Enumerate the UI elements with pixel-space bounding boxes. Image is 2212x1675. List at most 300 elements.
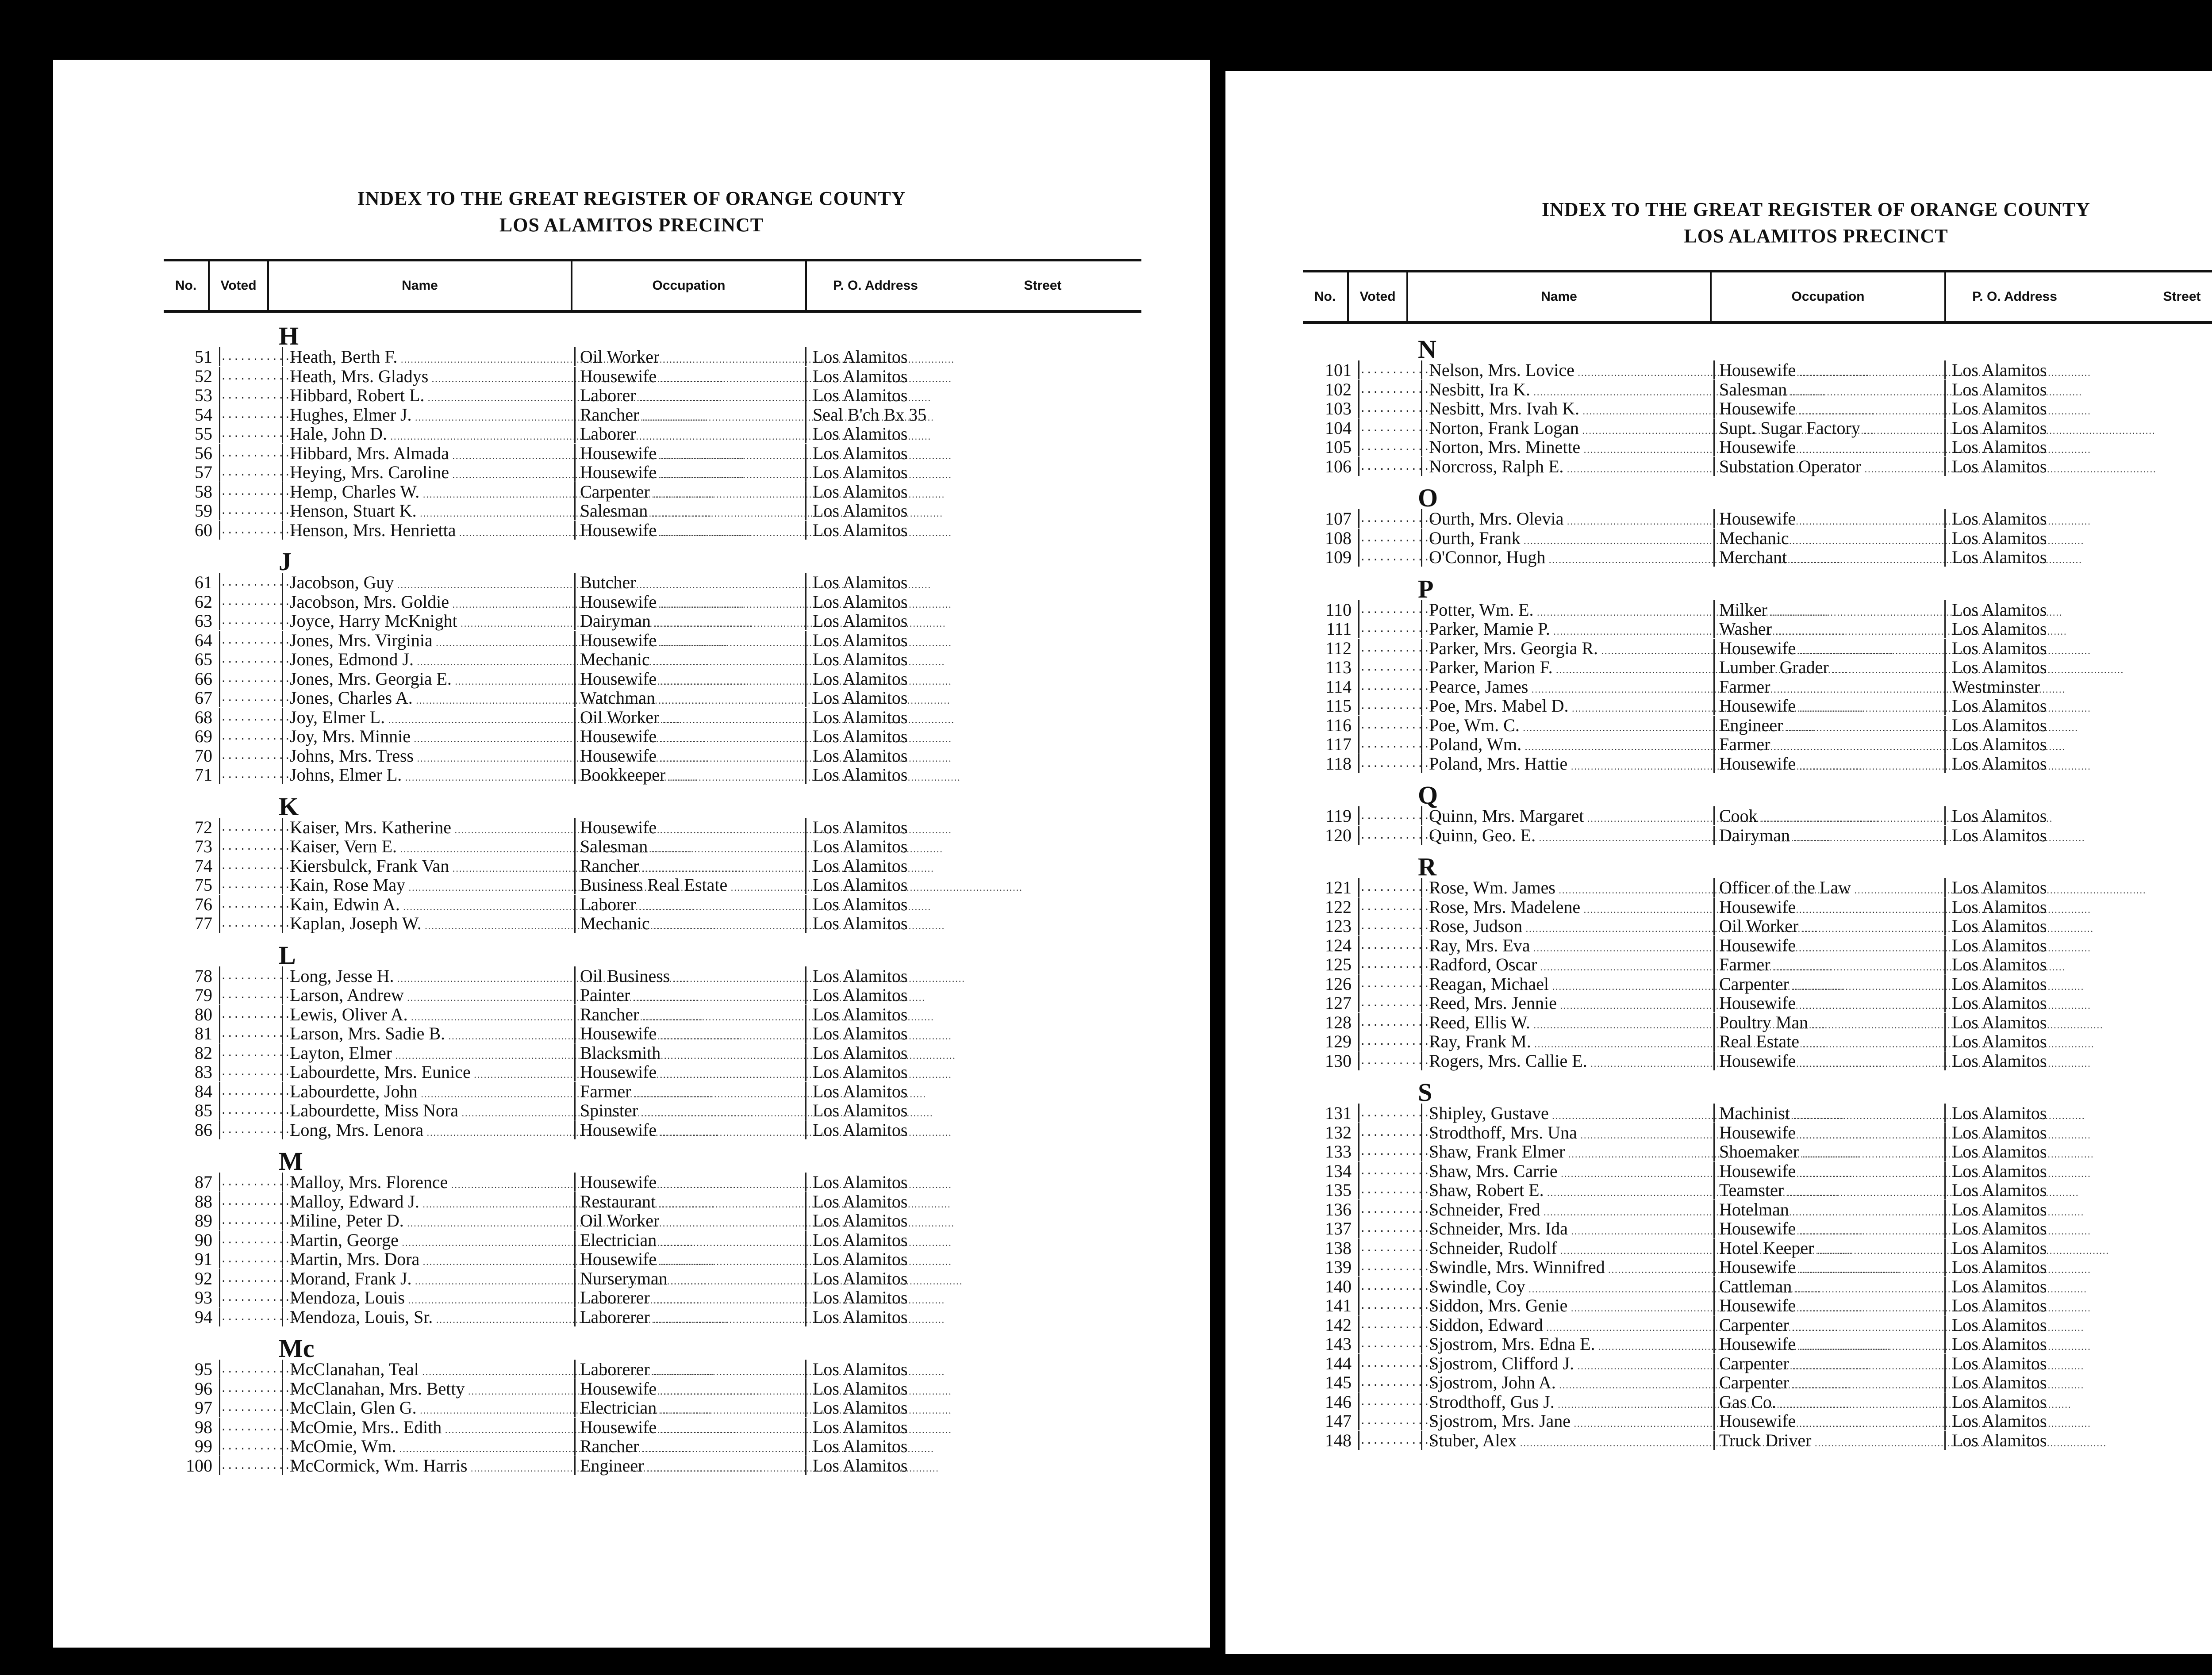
- register-row: [164, 1211, 1137, 1230]
- register-row: [164, 650, 1137, 669]
- entry-number: 79: [195, 985, 212, 1005]
- voter-occupation-text: Nurseryman: [580, 1268, 668, 1288]
- po-address: Los Alamitos: [805, 650, 907, 669]
- po-address: Los Alamitos: [1944, 360, 2047, 379]
- voter-occupation-text: Farmer: [1719, 734, 1770, 754]
- voted-blank: ............: [219, 727, 283, 746]
- entry-number: 93: [195, 1288, 212, 1307]
- po-address: Los Alamitos: [1944, 1219, 2047, 1238]
- po-address: Los Alamitos: [1944, 509, 2047, 528]
- register-row: [1303, 1431, 2212, 1450]
- entry-number: 113: [1325, 657, 1352, 677]
- voter-occupation-text: Housewife: [1719, 993, 1796, 1013]
- entry-number: 56: [195, 443, 212, 463]
- voter-occupation-text: Salesman: [1719, 379, 1787, 399]
- register-row: [164, 669, 1137, 688]
- header-address: P. O. Address: [1972, 289, 2057, 304]
- po-address: Los Alamitos: [805, 1024, 907, 1043]
- voter-occupation: [574, 966, 808, 985]
- po-address: Los Alamitos: [805, 573, 907, 592]
- po-address: Los Alamitos: [805, 669, 907, 688]
- voter-occupation: [574, 856, 808, 875]
- voter-name-text: Ourth, Frank: [1429, 528, 1521, 548]
- voter-occupation: [574, 1211, 808, 1230]
- voter-name-text: Poland, Wm.: [1429, 734, 1522, 754]
- voter-name-text: Swindle, Mrs. Winnifred: [1429, 1257, 1605, 1277]
- voted-blank: ............: [1358, 1219, 1422, 1238]
- voter-occupation-text: Farmer: [580, 1081, 631, 1101]
- voter-occupation: [574, 1250, 808, 1269]
- voter-occupation-text: Housewife: [580, 817, 657, 837]
- entry-number: 62: [195, 591, 212, 612]
- register-row: [1303, 754, 2212, 773]
- po-address: Los Alamitos: [1944, 1392, 2047, 1411]
- entry-number: 144: [1325, 1353, 1352, 1373]
- voter-name-text: Parker, Mrs. Georgia R.: [1429, 638, 1598, 658]
- voter-occupation: [1713, 1013, 1947, 1032]
- register-row: [1303, 735, 2212, 754]
- voted-blank: ............: [219, 818, 283, 837]
- voter-occupation: [1713, 1104, 1947, 1123]
- entry-number: 94: [195, 1307, 212, 1327]
- voter-name-text: Martin, Mrs. Dora: [290, 1249, 420, 1269]
- register-row: [164, 482, 1137, 501]
- voter-name: [1429, 754, 1712, 776]
- register-row: [164, 424, 1137, 443]
- voter-occupation: [574, 573, 808, 592]
- register-row: [1303, 878, 2212, 897]
- voter-occupation-text: Housewife: [580, 520, 657, 540]
- voter-name-text: McClain, Glen G.: [290, 1398, 417, 1418]
- voter-occupation-text: Housewife: [1719, 638, 1796, 658]
- voted-blank: ............: [219, 1211, 283, 1230]
- voter-occupation-text: Carpenter: [1719, 1372, 1789, 1392]
- voter-name: [290, 765, 573, 787]
- entry-number: 58: [195, 481, 212, 502]
- voter-name-text: Strodthoff, Mrs. Una: [1429, 1122, 1577, 1142]
- voter-name-text: McClanahan, Teal: [290, 1359, 419, 1379]
- entry-number: 107: [1325, 509, 1352, 529]
- register-row: [1303, 806, 2212, 825]
- voter-occupation: [1713, 1161, 1947, 1181]
- entry-number: 119: [1325, 806, 1352, 826]
- voter-occupation: [1713, 806, 1947, 825]
- register-row: [164, 1456, 1137, 1475]
- voter-occupation: [1713, 360, 1947, 379]
- voted-blank: ............: [219, 631, 283, 650]
- voter-occupation-text: Poultry Man: [1719, 1012, 1809, 1032]
- voter-occupation: [574, 727, 808, 746]
- voter-occupation: [574, 347, 808, 366]
- voter-name-text: Labourdette, Miss Nora: [290, 1100, 459, 1120]
- voter-name-text: Shaw, Mrs. Carrie: [1429, 1161, 1558, 1181]
- po-address: Los Alamitos: [1944, 993, 2047, 1012]
- po-address: Los Alamitos: [1944, 716, 2047, 735]
- voter-occupation: [574, 669, 808, 688]
- voter-name-text: Poe, Wm. C.: [1429, 715, 1520, 735]
- entry-number: 61: [195, 572, 212, 592]
- voted-blank: ............: [1358, 1277, 1422, 1296]
- voter-name-text: Hale, John D.: [290, 424, 387, 444]
- voter-name-text: Joyce, Harry McKnight: [290, 611, 457, 631]
- po-address: Seal B'ch Bx 35: [805, 405, 926, 424]
- voter-name-text: Larson, Andrew: [290, 985, 404, 1005]
- voted-blank: ............: [219, 708, 283, 727]
- voter-occupation-text: Housewife: [1719, 1161, 1796, 1181]
- po-address: Los Alamitos: [1944, 1315, 2047, 1334]
- voted-blank: ............: [219, 1062, 283, 1081]
- voter-occupation-text: Rancher: [580, 855, 639, 876]
- voter-name: [290, 521, 573, 542]
- voter-occupation-text: Bookkeeper: [580, 765, 666, 785]
- register-row: [1303, 548, 2212, 567]
- voter-occupation: [574, 1062, 808, 1081]
- po-address: Los Alamitos: [1944, 529, 2047, 548]
- voted-blank: ............: [1358, 936, 1422, 955]
- entry-number: 81: [195, 1023, 212, 1043]
- voter-occupation-text: Machinist: [1719, 1103, 1790, 1123]
- voter-name-text: Sjostrom, John A.: [1429, 1372, 1556, 1392]
- po-address: Los Alamitos: [1944, 1373, 2047, 1392]
- voter-name-text: Hemp, Charles W.: [290, 481, 420, 502]
- voter-name-text: Heath, Mrs. Gladys: [290, 366, 429, 386]
- voted-blank: ............: [1358, 1392, 1422, 1411]
- voter-occupation: [1713, 696, 1947, 715]
- voter-occupation: [1713, 639, 1947, 658]
- voter-occupation: [574, 688, 808, 707]
- voted-blank: ............: [1358, 696, 1422, 715]
- voter-name-text: Pearce, James: [1429, 676, 1528, 697]
- register-row: [164, 631, 1137, 650]
- entry-number: 97: [195, 1398, 212, 1418]
- entry-number: 57: [195, 462, 212, 482]
- voter-name-text: Joy, Elmer L.: [290, 707, 385, 727]
- voted-blank: ............: [219, 1230, 283, 1250]
- register-row: [164, 573, 1137, 592]
- voter-occupation: [574, 1043, 808, 1062]
- voted-blank: ............: [219, 1005, 283, 1024]
- voter-occupation-text: Teamster: [1719, 1180, 1784, 1200]
- voted-blank: ............: [219, 765, 283, 784]
- voter-name-text: Reagan, Michael: [1429, 974, 1549, 994]
- register-row: [164, 875, 1137, 894]
- voter-occupation: [574, 501, 808, 520]
- voted-blank: ............: [219, 367, 283, 386]
- header-occupation: Occupation: [1791, 289, 1865, 304]
- po-address: Los Alamitos: [1944, 418, 2047, 437]
- po-address: Los Alamitos: [805, 688, 907, 707]
- voted-blank: ............: [1358, 974, 1422, 993]
- voter-occupation-text: Watchman: [580, 688, 656, 708]
- voter-occupation: [574, 1437, 808, 1456]
- voter-occupation-text: Merchant: [1719, 547, 1787, 567]
- voter-occupation-text: Housewife: [1719, 1219, 1796, 1238]
- voter-occupation-text: Housewife: [580, 366, 657, 386]
- voter-occupation-text: Housewife: [580, 1417, 657, 1437]
- voted-blank: ............: [1358, 1013, 1422, 1032]
- voter-occupation: [574, 521, 808, 540]
- entry-number: 76: [195, 894, 212, 914]
- po-address: Los Alamitos: [1944, 974, 2047, 993]
- entry-number: 92: [195, 1268, 212, 1288]
- register-row: [164, 592, 1137, 611]
- entry-number: 112: [1325, 638, 1352, 658]
- voted-blank: ............: [1358, 1315, 1422, 1334]
- entry-number: 129: [1325, 1031, 1352, 1051]
- voted-blank: ............: [219, 386, 283, 405]
- voter-name-text: Swindle, Coy: [1429, 1276, 1525, 1296]
- voted-blank: ............: [1358, 1181, 1422, 1200]
- voter-occupation: [1713, 1181, 1947, 1200]
- entry-number: 80: [195, 1004, 212, 1024]
- voter-occupation: [1713, 509, 1947, 528]
- po-address: Los Alamitos: [805, 1288, 907, 1307]
- voter-occupation: [1713, 1032, 1947, 1051]
- voted-blank: ............: [1358, 1051, 1422, 1070]
- voter-occupation: [1713, 399, 1947, 418]
- voted-blank: ............: [1358, 1296, 1422, 1315]
- po-address: Los Alamitos: [805, 1082, 907, 1101]
- voter-name-text: Mendoza, Louis, Sr.: [290, 1307, 433, 1327]
- register-row: [1303, 1392, 2212, 1411]
- section-letter: J: [279, 547, 292, 576]
- voter-occupation-text: Housewife: [580, 726, 657, 746]
- voter-name-text: Hibbard, Robert L.: [290, 385, 425, 405]
- register-row: [1303, 437, 2212, 456]
- entry-number: 136: [1325, 1199, 1352, 1219]
- entry-number: 89: [195, 1211, 212, 1230]
- entry-number: 110: [1325, 599, 1352, 620]
- po-address: Los Alamitos: [805, 856, 907, 875]
- po-address: Los Alamitos: [1944, 399, 2047, 418]
- section-letter: R: [1418, 852, 1436, 881]
- voter-name-text: Mendoza, Louis: [290, 1288, 405, 1307]
- voted-blank: ............: [219, 650, 283, 669]
- po-address: Los Alamitos: [1944, 1238, 2047, 1257]
- voted-blank: ............: [1358, 1431, 1422, 1450]
- entry-number: 73: [195, 836, 212, 856]
- register-row: [164, 966, 1137, 985]
- po-address: Los Alamitos: [1944, 1296, 2047, 1315]
- voter-name-text: Shaw, Frank Elmer: [1429, 1142, 1565, 1161]
- voter-occupation-text: Dairyman: [1719, 825, 1790, 845]
- voter-occupation-text: Supt. Sugar Factory: [1719, 418, 1860, 438]
- voter-occupation-text: Oil Worker: [580, 1211, 660, 1230]
- entry-number: 55: [195, 424, 212, 444]
- voter-name: [290, 1307, 573, 1329]
- section-letter: Q: [1418, 781, 1438, 809]
- right-page: [1225, 71, 2212, 1654]
- voter-name-text: Shipley, Gustave: [1429, 1103, 1549, 1123]
- voter-occupation-text: Housewife: [580, 668, 657, 689]
- voted-blank: ............: [219, 405, 283, 424]
- entry-number: 59: [195, 501, 212, 521]
- header-address: P. O. Address: [833, 278, 918, 293]
- po-address: Los Alamitos: [1944, 639, 2047, 658]
- voter-occupation-text: Oil Worker: [580, 707, 660, 727]
- entry-number: 82: [195, 1043, 212, 1063]
- voter-occupation: [1713, 548, 1947, 567]
- voter-name: [1429, 1051, 1712, 1073]
- register-row: [164, 914, 1137, 933]
- entry-number: 72: [195, 817, 212, 837]
- voter-occupation: [1713, 1392, 1947, 1411]
- voted-blank: ............: [219, 1269, 283, 1288]
- register-row: [1303, 1354, 2212, 1373]
- register-row: [164, 1192, 1137, 1211]
- po-address: Los Alamitos: [805, 444, 907, 463]
- register-row: [164, 463, 1137, 482]
- voter-occupation-text: Farmer: [1719, 954, 1770, 974]
- voter-name: [290, 914, 573, 935]
- voter-occupation: [574, 482, 808, 501]
- voter-occupation: [574, 875, 808, 894]
- header-name: Name: [1541, 289, 1577, 304]
- voted-blank: ............: [1358, 380, 1422, 399]
- voter-occupation: [574, 405, 808, 424]
- voter-name-text: Strodthoff, Gus J.: [1429, 1391, 1555, 1412]
- voted-blank: ............: [1358, 735, 1422, 754]
- entry-number: 101: [1325, 360, 1352, 380]
- voter-occupation-text: Lumber Grader: [1719, 657, 1829, 677]
- voted-blank: ............: [219, 1379, 283, 1398]
- entry-number: 108: [1325, 528, 1352, 548]
- voted-blank: ............: [1358, 437, 1422, 456]
- po-address: Los Alamitos: [805, 837, 907, 856]
- po-address: Los Alamitos: [805, 1005, 907, 1024]
- entry-number: 103: [1325, 399, 1352, 418]
- section-letter: L: [279, 940, 296, 970]
- entry-number: 99: [195, 1436, 212, 1456]
- voter-name-text: Reed, Mrs. Jennie: [1429, 993, 1557, 1013]
- register-row: [1303, 897, 2212, 916]
- entry-number: 134: [1325, 1161, 1352, 1181]
- table-header: [1303, 270, 2212, 324]
- entry-number: 69: [195, 726, 212, 746]
- po-address: Los Alamitos: [1944, 806, 2047, 825]
- po-address: Los Alamitos: [1944, 1354, 2047, 1373]
- voter-name: [1429, 1431, 1712, 1453]
- voter-occupation-text: Restaurant: [580, 1191, 656, 1211]
- po-address: Los Alamitos: [1944, 955, 2047, 974]
- voted-blank: ............: [219, 669, 283, 688]
- voter-name-text: Nelson, Mrs. Lovice: [1429, 360, 1575, 380]
- po-address: Los Alamitos: [1944, 437, 2047, 456]
- register-row: [1303, 1142, 2212, 1161]
- voter-name-text: O'Connor, Hugh: [1429, 547, 1546, 567]
- voter-occupation-text: Rancher: [580, 1436, 639, 1456]
- po-address: Los Alamitos: [805, 631, 907, 650]
- po-address: Los Alamitos: [805, 746, 907, 765]
- register-row: [164, 985, 1137, 1004]
- po-address: Los Alamitos: [1944, 1013, 2047, 1032]
- register-row: [1303, 716, 2212, 735]
- entry-number: 133: [1325, 1142, 1352, 1161]
- voted-blank: ............: [219, 1398, 283, 1417]
- po-address: Los Alamitos: [1944, 1051, 2047, 1070]
- voter-occupation: [1713, 955, 1947, 974]
- voter-name-text: Radford, Oscar: [1429, 954, 1537, 974]
- voter-occupation: [574, 1456, 808, 1475]
- po-address: Los Alamitos: [805, 914, 907, 933]
- entry-number: 122: [1325, 897, 1352, 917]
- entry-number: 127: [1325, 993, 1352, 1013]
- voter-occupation-text: Housewife: [1719, 1050, 1796, 1071]
- entry-number: 138: [1325, 1238, 1352, 1258]
- voter-occupation-text: Blacksmith: [580, 1043, 661, 1063]
- po-address: Los Alamitos: [805, 386, 907, 405]
- voted-blank: ............: [1358, 1373, 1422, 1392]
- voter-occupation-text: Oil Worker: [580, 347, 660, 367]
- entry-number: 96: [195, 1378, 212, 1399]
- voted-blank: ............: [1358, 418, 1422, 437]
- po-address: Los Alamitos: [805, 1173, 907, 1192]
- voter-occupation: [1713, 677, 1947, 696]
- voter-name-text: Labourdette, Mrs. Eunice: [290, 1062, 471, 1082]
- po-address: Los Alamitos: [1944, 735, 2047, 754]
- voted-blank: ............: [1358, 955, 1422, 974]
- voter-name-text: Lewis, Oliver A.: [290, 1004, 408, 1024]
- po-address: Los Alamitos: [805, 1418, 907, 1437]
- voter-name-text: Stuber, Alex: [1429, 1430, 1517, 1450]
- po-address: Los Alamitos: [1944, 658, 2047, 677]
- po-address: Los Alamitos: [805, 1211, 907, 1230]
- voter-name-text: Sjostrom, Mrs. Edna E.: [1429, 1334, 1595, 1354]
- voted-blank: ............: [1358, 916, 1422, 935]
- voter-name-text: Henson, Mrs. Henrietta: [290, 520, 456, 540]
- voted-blank: ............: [219, 837, 283, 856]
- entry-number: 85: [195, 1100, 212, 1120]
- voter-name: [290, 1120, 573, 1142]
- po-address: Los Alamitos: [1944, 754, 2047, 773]
- voter-occupation: [1713, 735, 1947, 754]
- po-address: Los Alamitos: [805, 1398, 907, 1417]
- voter-occupation: [574, 367, 808, 386]
- voted-blank: ............: [219, 985, 283, 1004]
- entry-number: 146: [1325, 1391, 1352, 1412]
- register-row: [1303, 955, 2212, 974]
- voter-occupation: [1713, 1296, 1947, 1315]
- register-row: [164, 1082, 1137, 1101]
- register-row: [164, 1269, 1137, 1288]
- register-row: [164, 708, 1137, 727]
- entry-number: 66: [195, 668, 212, 689]
- voter-occupation: [574, 444, 808, 463]
- entry-number: 83: [195, 1062, 212, 1082]
- section-letter: K: [279, 792, 299, 821]
- voted-blank: ............: [219, 914, 283, 933]
- voter-occupation-text: Laborer: [580, 894, 636, 914]
- voter-occupation: [574, 765, 808, 784]
- register-row: [1303, 696, 2212, 715]
- po-address: Los Alamitos: [805, 1269, 907, 1288]
- voter-name-text: Malloy, Mrs. Florence: [290, 1172, 448, 1192]
- voter-name-text: McCormick, Wm. Harris: [290, 1455, 468, 1476]
- voter-occupation-text: Rancher: [580, 1004, 639, 1024]
- entry-number: 100: [186, 1455, 212, 1476]
- voter-occupation: [574, 985, 808, 1004]
- po-address: Los Alamitos: [805, 424, 907, 443]
- voter-name-text: Ray, Mrs. Eva: [1429, 935, 1530, 955]
- voted-blank: ............: [1358, 1161, 1422, 1181]
- voter-occupation: [574, 424, 808, 443]
- voter-occupation-text: Housewife: [1719, 399, 1796, 418]
- entry-number: 86: [195, 1119, 212, 1140]
- voter-occupation-text: Housewife: [580, 1172, 657, 1192]
- voter-occupation-text: Shoemaker: [1719, 1142, 1799, 1161]
- voted-blank: ............: [219, 444, 283, 463]
- voter-occupation: [574, 592, 808, 611]
